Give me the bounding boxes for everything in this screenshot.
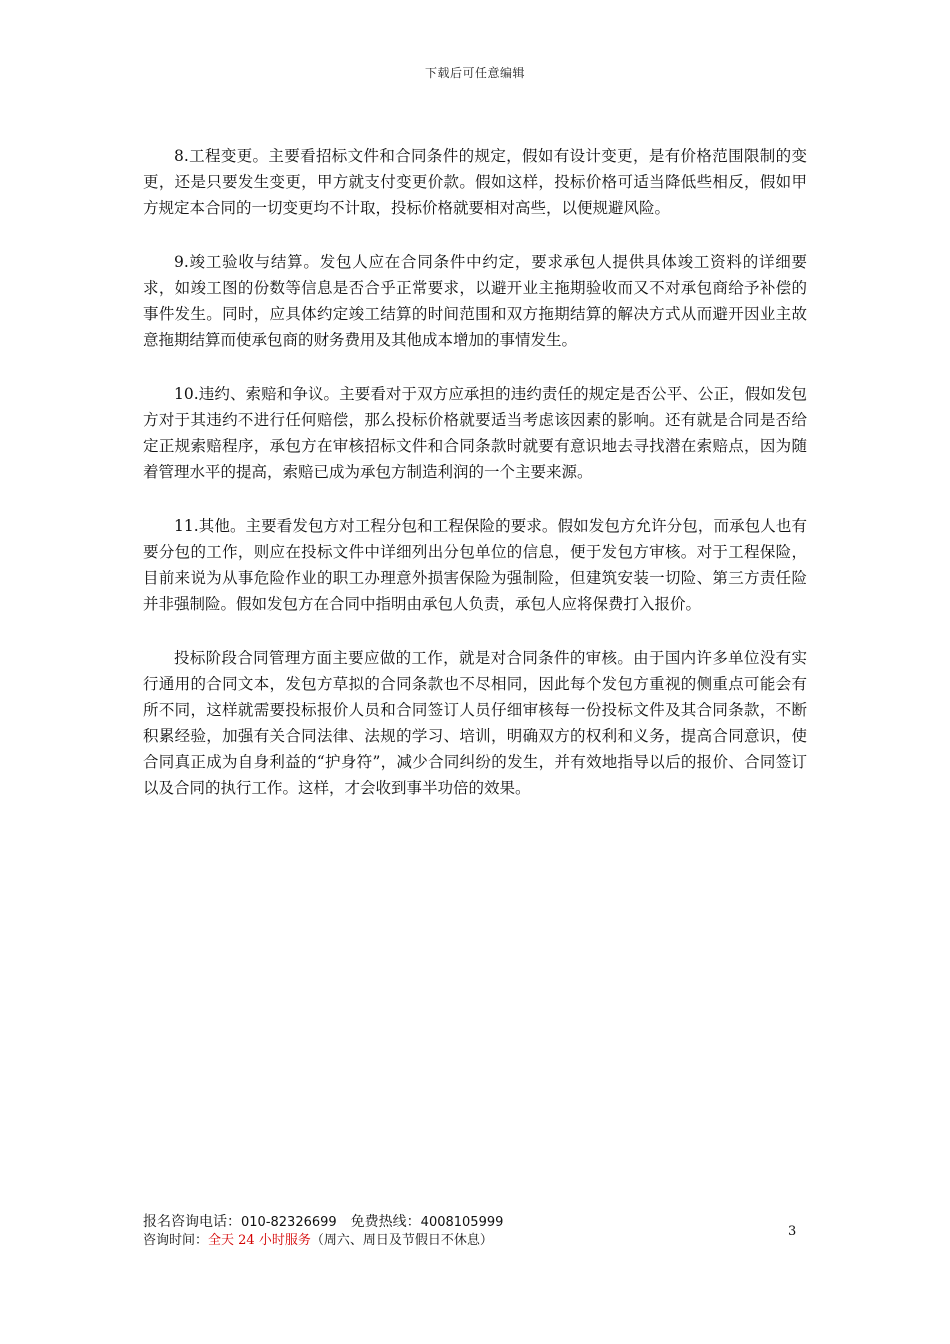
paragraph-other: 11.其他。主要看发包方对工程分包和工程保险的要求。假如发包方允许分包，而承包人也有要分包的工作，则应在投标文件中详细列出分包单位的信息，便于发包方审核。对于工程保险，目前来说为从事危险作业的职工办理意外损害保险为强制险，但建筑安装一切险、第三方责任险并非强制险。假如发包方在合同中指明由承包人负责，承包人应将保费打入报价。 xyxy=(143,517,807,613)
paragraph-engineering-change: 8.工程变更。主要看招标文件和合同条件的规定，假如有设计变更，是有价格范围限制的变更，还是只要发生变更，甲方就支付变更价款。假如这样，投标价格可适当降低些相反，假如甲方规定本合同的一切变更均不计取，投标价格就要相对高些，以便规避风险。 xyxy=(143,147,807,217)
footer-hours-line xyxy=(143,1232,807,1250)
paragraph-breach-claims-disputes: 10.违约、索赔和争议。主要看对于双方应承担的违约责任的规定是否公平、公正，假如发包方对于其违约不进行任何赔偿，那么投标价格就要适当考虑该因素的影响。还有就是合同是否给定正规索赔程序，承包方在审核招标文件和合同条款时就要有意识地去寻找潜在索赔点，因为随着管理水平的提高，索赔已成为承包方制造利润的一个主要来源。 xyxy=(143,385,807,481)
hours-highlight: 全天 24 小时服务 xyxy=(208,1233,311,1248)
hours-label: 咨询时间： xyxy=(143,1233,209,1248)
document-body xyxy=(143,143,807,829)
hotline-number: 4008105999 xyxy=(420,1215,504,1230)
hours-note: （周六、周日及节假日不休息） xyxy=(310,1233,493,1248)
paragraph-completion-acceptance: 9.竣工验收与结算。发包人应在合同条件中约定，要求承包人提供具体竣工资料的详细要求，如竣工图的份数等信息是否合乎正常要求，以避开业主拖期验收而又不对承包商给予补偿的事件发生。同时，应具体约定竣工结算的时间范围和双方拖期结算的解决方式从而避开因业主故意拖期结算而使承包商的财务费用及其他成本增加的事情发生。 xyxy=(143,253,807,349)
page-header: 下载后可任意编辑 xyxy=(424,66,525,80)
page-number: 3 xyxy=(788,1224,797,1239)
paragraph-summary: 投标阶段合同管理方面主要应做的工作，就是对合同条件的审核。由于国内许多单位没有实行通用的合同文本，发包方草拟的合同条款也不尽相同，因此每个发包方重视的侧重点可能会有所不同，这样就需要投标报价人员和合同签订人员仔细审核每一份投标文件及其合同条款，不断积累经验，加强有关合同法律、法规的学习、培训，明确双方的权利和义务，提高合同意识，使合同真正成为自身利益的“护身符”，减少合同纠纷的发生，并有效地指导以后的报价、合同签订以及合同的执行工作。这样，才会收到事半功倍的效果。 xyxy=(143,649,807,797)
footer-contact-line xyxy=(143,1213,807,1232)
hotline-label: 免费热线： xyxy=(350,1214,421,1230)
phone-number: 010-82326699 xyxy=(241,1215,337,1230)
page-footer xyxy=(143,1213,807,1250)
phone-label: 报名咨询电话： xyxy=(143,1214,241,1230)
